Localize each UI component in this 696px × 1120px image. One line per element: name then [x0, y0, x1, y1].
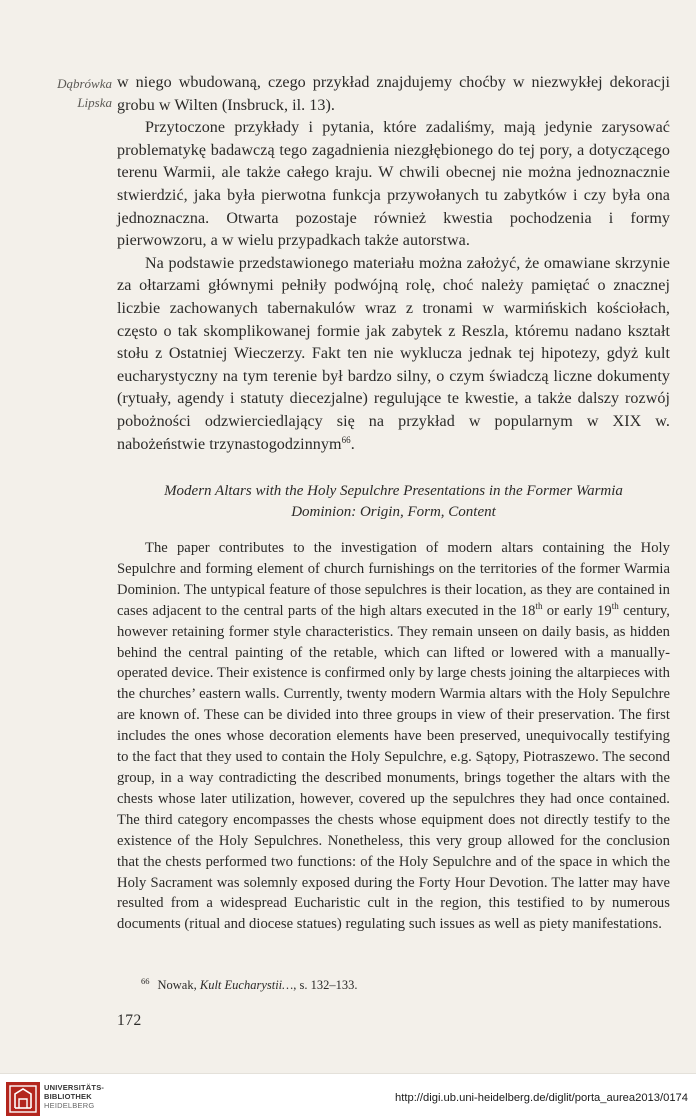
paragraph-2: Przytoczone przykłady i pytania, które zadaliśmy, mają jedynie zarysować problematykę badawczą tego zagadnienia niezgłębionego do tej pory, a dotyczącego terenu Warmii, ale także całego kraju. W chwili obecnej nie można jednoznacznie stwierdzić, jaka była pierwotna funkcja przywołanych tu zabytków i czy była ona jednoznaczna. Otwarta pozostaje również kwestia pochodzenia i formy pierwowzoru, a w wielu przypadkach także autorstwa.: [117, 119, 670, 250]
footnote-pages: , s. 132–133.: [293, 978, 358, 992]
library-name-line1: UNIVERSITÄTS-: [44, 1083, 105, 1092]
abstract-part-1: The paper contributes to the investigation of modern altars containing the Holy Sepulchre and forming element of church furnishings on the territories of the former Warmia Dominion. The untypical feature of those sepulchres is their location, as they are contained in cases adjacent to the central parts of the high altars executed in the 18: [117, 540, 670, 619]
footnote-reference-66[interactable]: 66: [341, 434, 351, 445]
abstract-title: [117, 481, 670, 522]
running-head-author-line2: Lipska: [77, 95, 112, 110]
digitization-footer: [0, 1073, 696, 1120]
paragraph-3-text: Na podstawie przedstawionego materiału można założyć, że omawiane skrzynie za ołtarzami głównymi pełniły podwójną rolę, choć należy pamiętać o znacznej liczbie zachowanych tabernakulów wraz z tronami w warmińskich kościołach, często o tak skomplikowanej formie jak zabytek z Reszla, któremu nadano kształt stołu z Ostatniej Wieczerzy. Fakt ten nie wyklucza jednak tej hipotezy, gdyż kult eucharystyczny na tym terenie był bardzo silny, o czym świadczą liczne dokumenty (rytuały, agendy i statuty diecezjalne) regulujące te kwestie, a także dalszy rozwój pobożności odzwierciedlający się na przykład w popularnym w XIX w. nabożeństwie trzynastogodzinnym: [117, 254, 670, 453]
abstract-paragraph: [117, 538, 670, 935]
paragraph-1: w niego wbudowaną, czego przykład znajdujemy choćby w niezwykłej dekoracji grobu w Wilten (Insbruck, il. 13).: [117, 74, 670, 114]
polish-body-text: [117, 72, 670, 456]
source-url-link[interactable]: http://digi.ub.uni-heidelberg.de/diglit/porta_aurea2013/0174: [395, 1092, 688, 1104]
running-head: [18, 74, 112, 112]
library-name-line2: BIBLIOTHEK: [44, 1092, 92, 1101]
footnote-author: Nowak,: [157, 978, 200, 992]
paragraph-3: [117, 253, 670, 456]
running-head-author-line1: Dąbrówka: [57, 76, 112, 91]
ordinal-suffix-1: th: [535, 600, 543, 611]
abstract-title-line2: Dominion: Origin, Form, Content: [291, 503, 496, 520]
english-abstract: [117, 538, 670, 935]
paragraph-3-end: .: [350, 435, 355, 453]
university-library-logo-icon[interactable]: [6, 1082, 40, 1116]
footnote-number: 66: [141, 976, 150, 986]
abstract-part-2: or early 19: [542, 602, 612, 619]
footnote-66: [141, 973, 661, 993]
abstract-part-3: century, however retaining former style characteristics. They remain unseen on daily basis, as hidden behind the central painting of the retable, which can lifted or lowered with a manually-operated device. Their existence is confirmed only by large chests joining the altarpieces with the churches’ eastern walls. Currently, twenty modern Warmia altars with the Holy Sepulchre are known of. These can be divided into three groups in view of their preservation. The first includes the ones whose decoration elements have been preserved, unequivocally testifying to the fact that they used to contain the Holy Sepulchre, e.g. Sątopy, Piotraszewo. The second group, in a way contradicting the described monuments, brings together the altars with the chests whose later utilization, however, covered up the sepulchres they had once contained. The third category encompasses the chests whose equipment does not directly testify to the existence of the Holy Sepulchres. Nonetheless, this very group allowed for the conclusion that the chests performed two functions: of the Holy Sepulchre and of the space in which the Holy Sacrament was solemnly exposed during the Forty Hour Devotion. The latter may have resulted from a widespread Eucharistic cult in the region, this testified to by numerous documents (ritual and diocese statues) regulating such issues as well as piety manifestations.: [117, 602, 670, 933]
page-number: 172: [117, 1012, 142, 1029]
footnote-work-title: Kult Eucharystii…: [199, 978, 294, 992]
library-name: [44, 1083, 104, 1110]
library-name-line3: HEIDELBERG: [44, 1101, 95, 1110]
abstract-title-line1: Modern Altars with the Holy Sepulchre Presentations in the Former Warmia: [164, 483, 623, 499]
ordinal-suffix-2: th: [611, 600, 619, 611]
